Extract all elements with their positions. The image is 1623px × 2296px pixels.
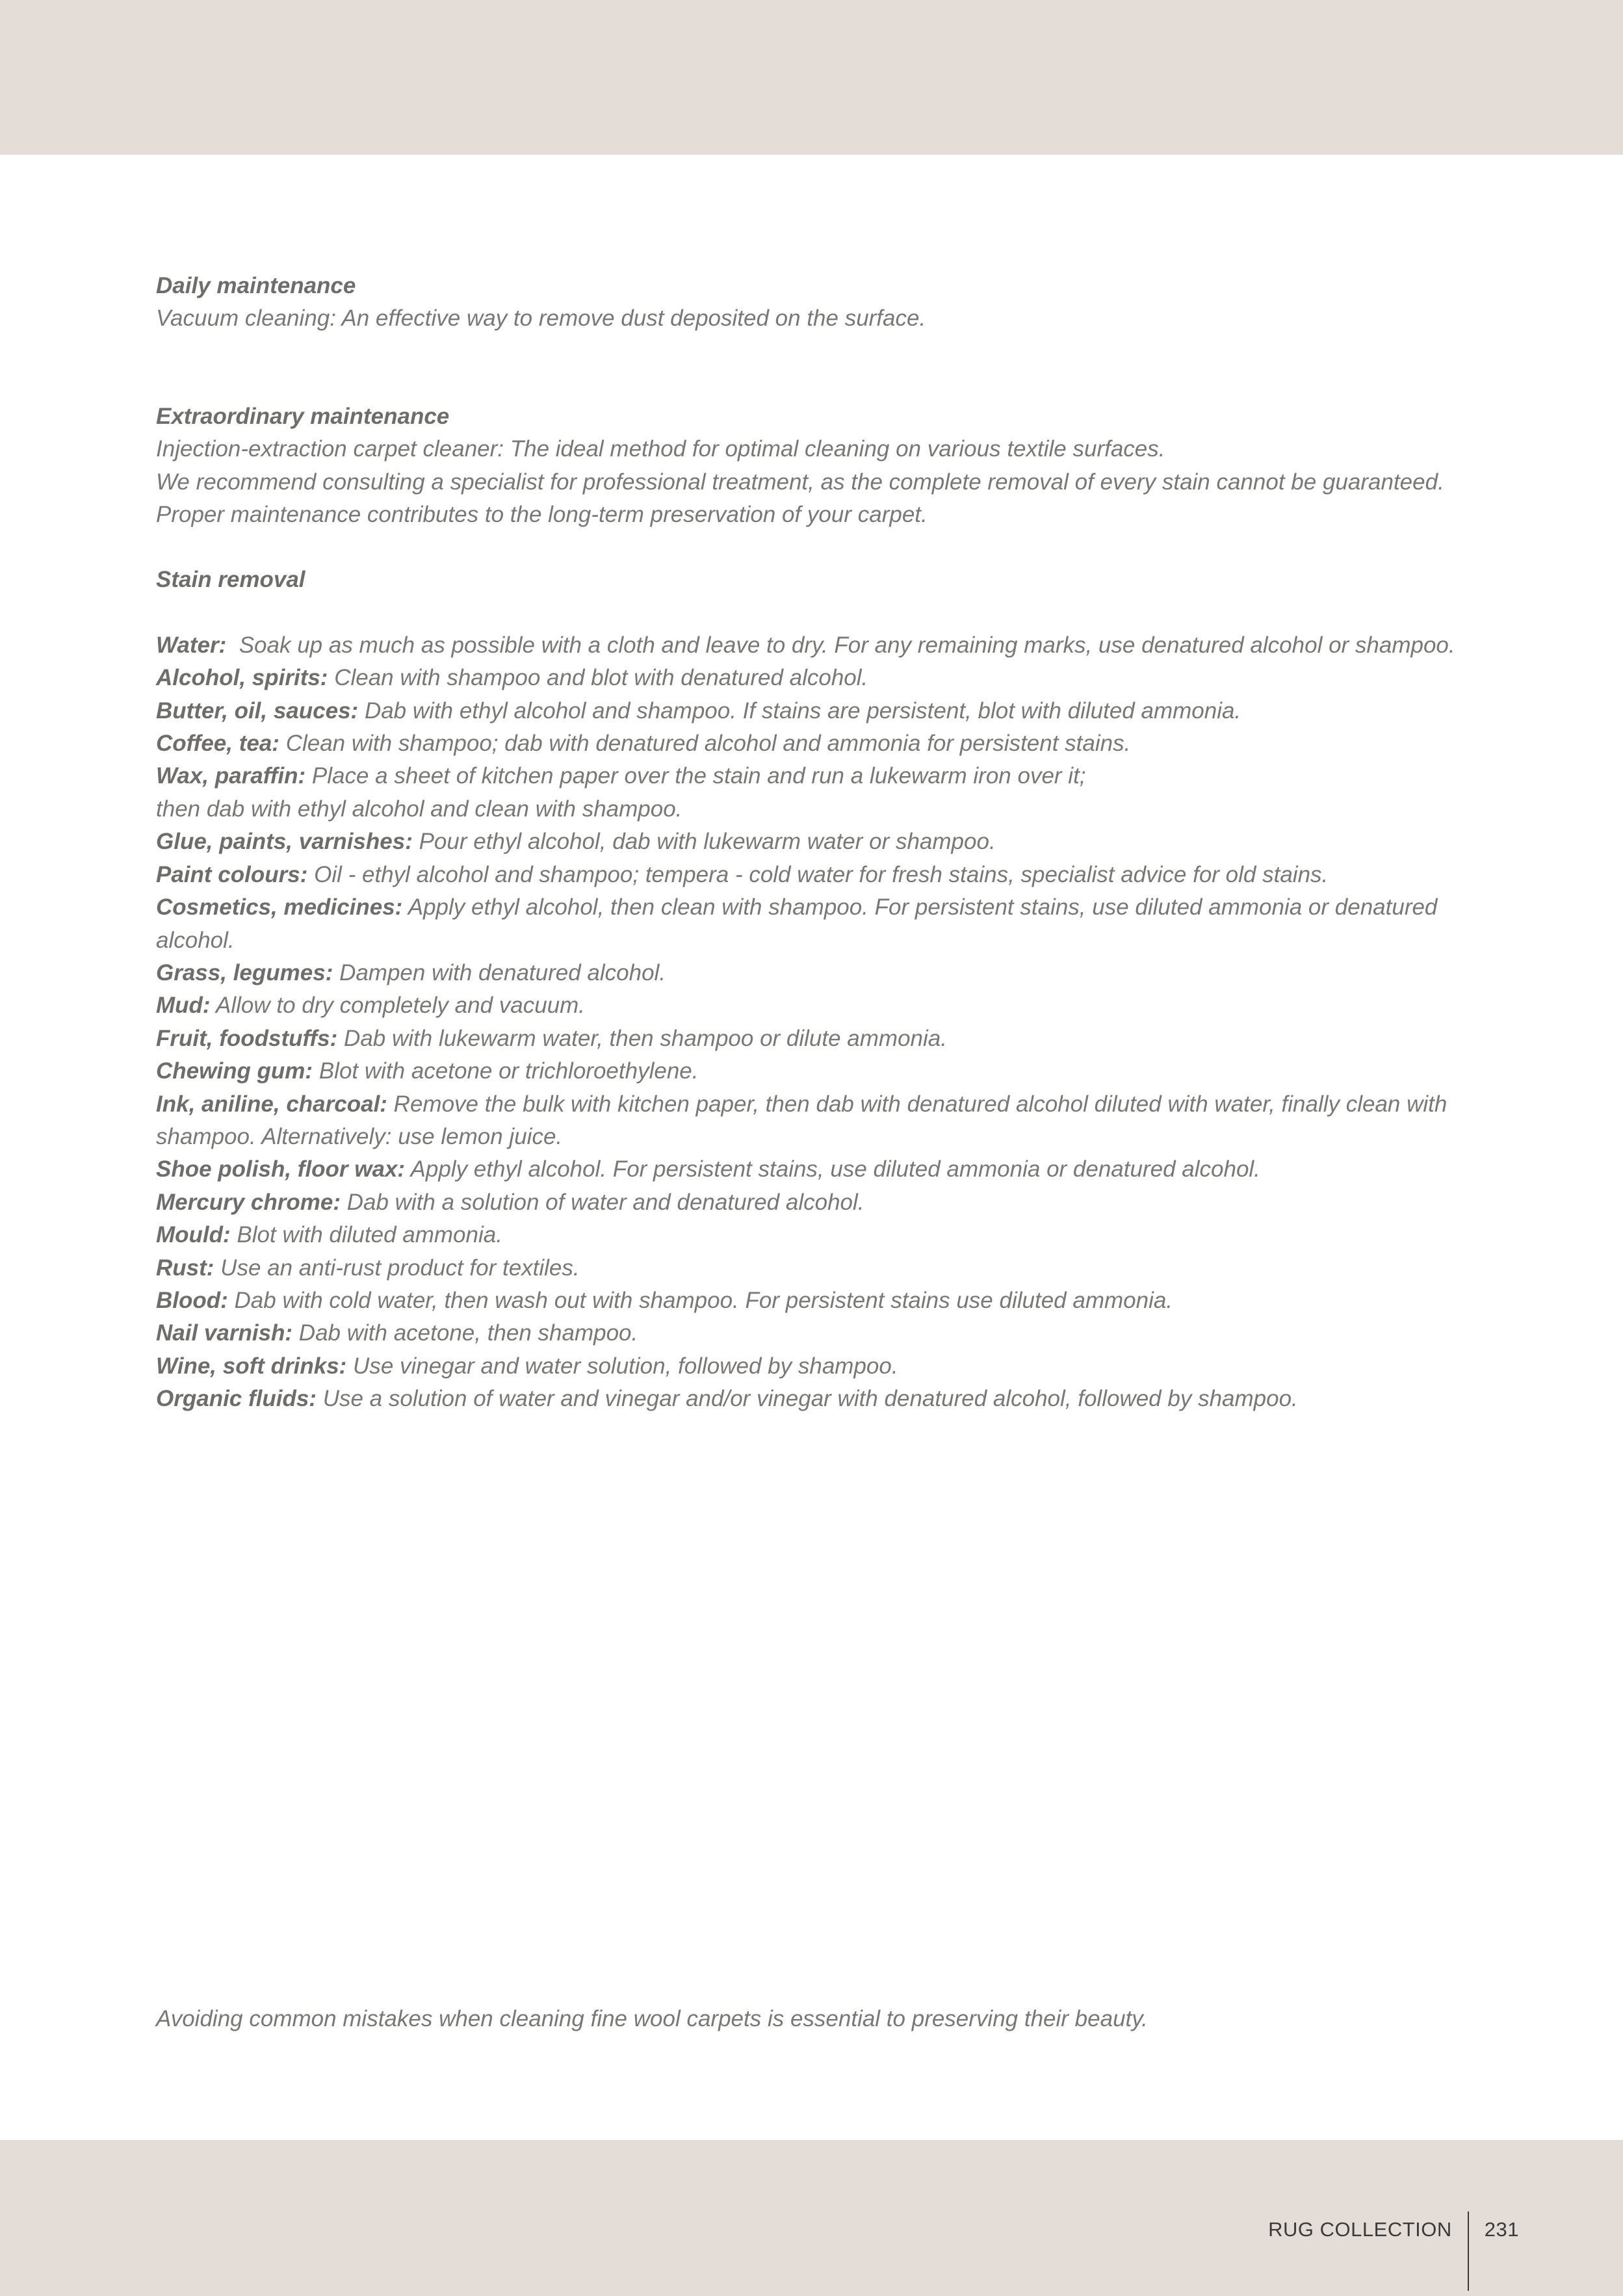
stain-removal-list	[156, 629, 1462, 1416]
page-footer	[1268, 2211, 1519, 2248]
stain-term: Mould:	[156, 1222, 231, 1248]
stain-item	[156, 1350, 1462, 1383]
stain-term: Grass, legumes:	[156, 959, 333, 985]
stain-instruction: Use a solution of water and vinegar and/or vinegar with denatured alcohol, followed by shampoo.	[316, 1386, 1298, 1412]
stain-instruction: Dab with acetone, then shampoo.	[292, 1320, 638, 1346]
stain-item	[156, 727, 1462, 760]
stain-term: Paint colours:	[156, 861, 308, 887]
closing-note: Avoiding common mistakes when cleaning fine wool carpets is essential to preserving their beauty.	[156, 2006, 1148, 2031]
extraordinary-maintenance-section	[156, 400, 1462, 532]
stain-instruction: Dampen with denatured alcohol.	[333, 959, 666, 985]
page-number: 231	[1484, 2218, 1519, 2241]
daily-maintenance-section	[156, 270, 1462, 335]
stain-term: Wax, paraffin:	[156, 763, 306, 789]
stain-term: Cosmetics, medicines:	[156, 894, 403, 920]
stain-instruction: Dab with ethyl alcohol and shampoo. If stains are persistent, blot with diluted ammonia.	[358, 698, 1241, 724]
stain-item	[156, 662, 1462, 694]
stain-term: Ink, aniline, charcoal:	[156, 1091, 387, 1117]
stain-instruction: Apply ethyl alcohol. For persistent stains, use diluted ammonia or denatured alcohol.	[405, 1156, 1260, 1182]
stain-instruction: Use an anti-rust product for textiles.	[214, 1255, 580, 1281]
stain-item	[156, 629, 1462, 662]
stain-item	[156, 1088, 1462, 1154]
stain-item	[156, 760, 1462, 792]
stain-instruction: Clean with shampoo and blot with denatured alcohol.	[328, 665, 868, 691]
stain-term: Blood:	[156, 1287, 228, 1313]
stain-removal-section	[156, 564, 1462, 1415]
stain-instruction: Dab with a solution of water and denatured alcohol.	[340, 1189, 864, 1215]
stain-instruction: Soak up as much as possible with a cloth and leave to dry. For any remaining marks, use denatured alcohol or shampoo.	[226, 632, 1455, 658]
stain-term: Chewing gum:	[156, 1058, 313, 1084]
stain-item	[156, 1055, 1462, 1088]
stain-item	[156, 957, 1462, 989]
stain-term: Rust:	[156, 1255, 214, 1281]
stain-instruction: Allow to dry completely and vacuum.	[210, 993, 586, 1019]
stain-term: Organic fluids:	[156, 1386, 317, 1412]
stain-term: Butter, oil, sauces:	[156, 698, 359, 724]
extraordinary-maintenance-heading: Extraordinary maintenance	[156, 403, 450, 429]
stain-instruction: Blot with diluted ammonia.	[230, 1222, 502, 1248]
stain-term: Nail varnish:	[156, 1320, 293, 1346]
collection-label: RUG COLLECTION	[1268, 2218, 1452, 2241]
stain-item	[156, 1186, 1462, 1219]
stain-item	[156, 793, 1462, 826]
stain-term: Water:	[156, 632, 227, 658]
footer-divider	[1468, 2211, 1469, 2291]
stain-instruction: Apply ethyl alcohol, then clean with shampoo. For persistent stains, use diluted ammonia or denatured alcohol.	[156, 894, 1444, 953]
stain-item	[156, 859, 1462, 891]
stain-instruction: Blot with acetone or trichloroethylene.	[313, 1058, 699, 1084]
stain-term: Mud:	[156, 993, 211, 1019]
stain-instruction: Pour ethyl alcohol, dab with lukewarm water or shampoo.	[412, 829, 996, 855]
stain-item	[156, 1219, 1462, 1251]
stain-instruction: Oil - ethyl alcohol and shampoo; tempera - cold water for fresh stains, specialist advice for old stains.	[307, 861, 1329, 887]
stain-instruction: Dab with lukewarm water, then shampoo or dilute ammonia.	[337, 1025, 947, 1051]
stain-item	[156, 1317, 1462, 1350]
extraordinary-line: Proper maintenance contributes to the long-term preservation of your carpet.	[156, 502, 928, 528]
stain-term: Shoe polish, floor wax:	[156, 1156, 406, 1182]
care-instructions	[156, 270, 1462, 1416]
stain-item	[156, 695, 1462, 727]
stain-item	[156, 1023, 1462, 1055]
stain-instruction: Dab with cold water, then wash out with shampoo. For persistent stains use diluted ammonia.	[227, 1287, 1173, 1313]
extraordinary-line: We recommend consulting a specialist for professional treatment, as the complete removal of every stain cannot be guaranteed.	[156, 469, 1444, 495]
daily-maintenance-text: Vacuum cleaning: An effective way to remove dust deposited on the surface.	[156, 306, 926, 332]
stain-term: Coffee, tea:	[156, 731, 279, 757]
stain-item	[156, 826, 1462, 858]
stain-term: Alcohol, spirits:	[156, 665, 328, 691]
stain-item	[156, 1252, 1462, 1285]
header-band	[0, 0, 1623, 155]
stain-term: Mercury chrome:	[156, 1189, 341, 1215]
daily-maintenance-heading: Daily maintenance	[156, 273, 356, 298]
stain-term: Fruit, foodstuffs:	[156, 1025, 338, 1051]
stain-removal-heading: Stain removal	[156, 567, 305, 593]
stain-instruction: Place a sheet of kitchen paper over the stain and run a lukewarm iron over it;	[305, 763, 1086, 789]
stain-instruction: Clean with shampoo; dab with denatured alcohol and ammonia for persistent stains.	[279, 731, 1131, 757]
stain-instruction: Use vinegar and water solution, followed by shampoo.	[346, 1353, 898, 1379]
stain-item	[156, 1153, 1462, 1186]
stain-term: Wine, soft drinks:	[156, 1353, 347, 1379]
stain-instruction: Remove the bulk with kitchen paper, then dab with denatured alcohol diluted with water, finally clean with shampoo. Alternatively: use lemon juice.	[156, 1091, 1454, 1149]
stain-instruction: then dab with ethyl alcohol and clean with shampoo.	[156, 796, 682, 822]
stain-item	[156, 989, 1462, 1022]
stain-item	[156, 1285, 1462, 1317]
stain-term: Glue, paints, varnishes:	[156, 829, 413, 855]
stain-item	[156, 891, 1462, 957]
extraordinary-line: Injection-extraction carpet cleaner: The ideal method for optimal cleaning on various textile surfaces.	[156, 436, 1165, 462]
stain-item	[156, 1383, 1462, 1415]
